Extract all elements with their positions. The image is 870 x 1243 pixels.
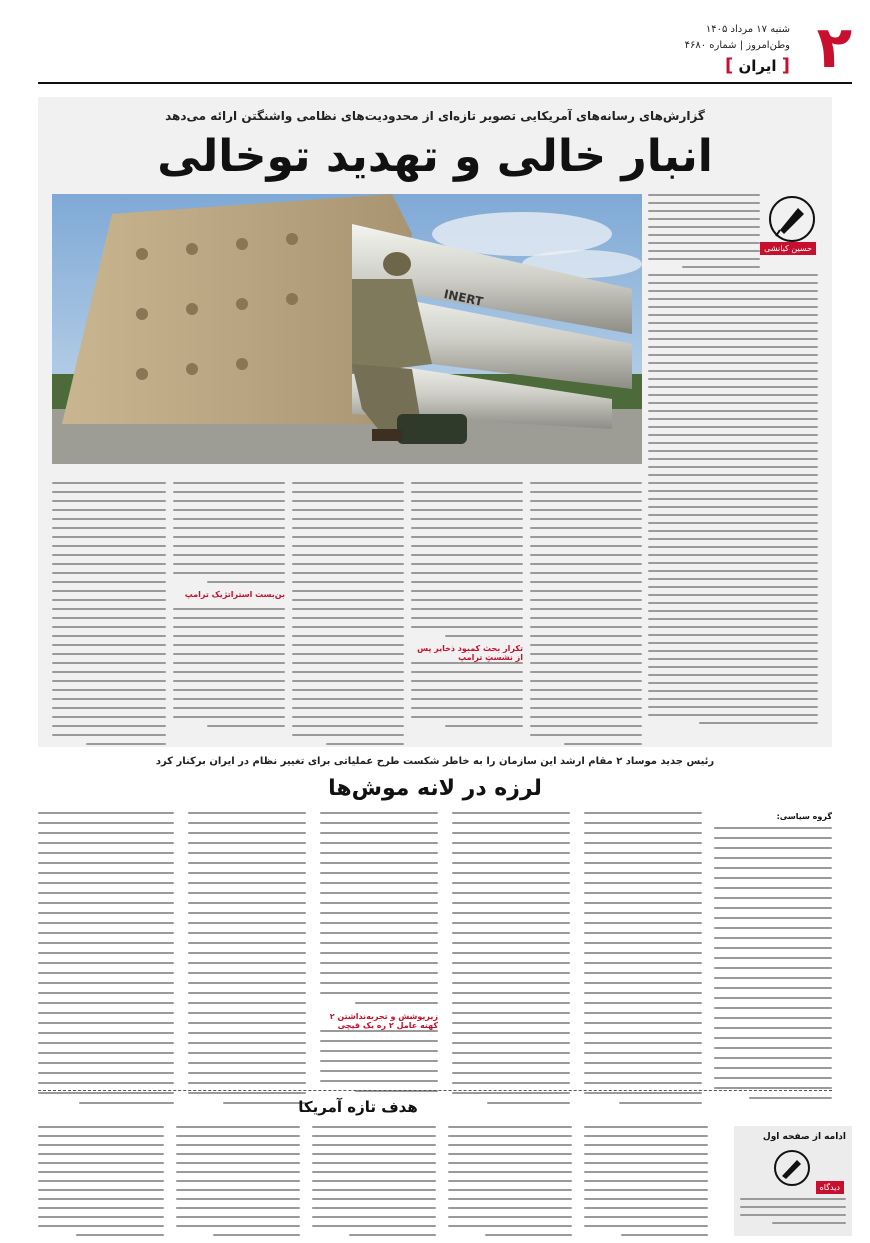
- feature-column-4: [173, 482, 285, 734]
- second-article-headline: لرزه در لانه موش‌ها: [328, 776, 542, 801]
- feature-body-columns: [52, 482, 642, 734]
- third-article-headline: هدف تازه آمریکا: [298, 1098, 418, 1116]
- second-article-column-2: [584, 812, 702, 1084]
- third-article-column-3: [312, 1126, 436, 1236]
- pen-nib-icon: [766, 194, 818, 244]
- second-article-subhead: زیرپوشش و تجربه‌نداشتن ۲ کهنه عامل ۲ ره یک قیچی: [329, 1012, 438, 1030]
- opinion-badge: دیدگاه: [816, 1181, 844, 1194]
- feature-kicker: گزارش‌های رسانه‌های آمریکایی تصویر تازه‌ای از محدودیت‌های نظامی واشنگتن ارائه می‌دهد: [165, 109, 705, 123]
- section-divider: [38, 1090, 832, 1091]
- author-column: [648, 194, 818, 734]
- second-article-column-3: [452, 812, 570, 1084]
- second-article-column-6: [38, 812, 174, 1084]
- issue-number: وطن‌امروز | شماره ۴۶۸۰: [684, 40, 790, 51]
- pen-nib-icon-small: [772, 1148, 812, 1188]
- feature-subhead-1: تکرار بحث کمبود ذخایر پس از نشستِ ترامپ: [417, 644, 523, 662]
- section-label: ایران: [738, 57, 777, 75]
- feature-column-2: [411, 482, 523, 734]
- third-article-author-text: [740, 1198, 846, 1230]
- second-article-kicker: رئیس جدید موساد ۲ مقام ارشد این سازمان را به خاطر شکست طرح عملیاتی برای تغییر نظام در ایران برکنار کرد: [155, 756, 715, 767]
- masthead-rule: [38, 82, 852, 84]
- third-article-lead: ادامه از صفحه اول: [762, 1132, 846, 1142]
- third-article-column-5: [38, 1126, 164, 1236]
- section-bracket-close: ]: [725, 55, 734, 76]
- feature-column-1: [530, 482, 642, 734]
- feature-column-3: [292, 482, 404, 734]
- section-bracket-open: [: [781, 55, 790, 76]
- third-article-body: [38, 1126, 708, 1236]
- feature-headline: انبار خالی و تهدید توخالی: [157, 131, 713, 182]
- author-column-text-top: [648, 194, 760, 274]
- second-article-lead-label: گروه سیاسی:: [776, 812, 832, 821]
- third-article-column-1: [584, 1126, 708, 1236]
- third-article-author-box: [734, 1126, 852, 1236]
- third-article-column-4: [176, 1126, 300, 1236]
- feature-article: [38, 97, 832, 747]
- missile-launcher-illustration: [52, 194, 642, 464]
- second-article-column-4: [320, 812, 438, 1084]
- feature-subhead-2: بن‌بست استراتژیک ترامپ: [184, 590, 285, 599]
- third-article-column-2: [448, 1126, 572, 1236]
- second-article-column-1: [714, 812, 832, 1084]
- section-title: [725, 55, 790, 76]
- tube-marking: INERT: [442, 287, 485, 309]
- masthead: [0, 0, 870, 88]
- feature-photo: [52, 194, 642, 464]
- issue-date: شنبه ۱۷ مرداد ۱۴۰۵: [705, 24, 790, 35]
- second-article-column-5: [188, 812, 306, 1084]
- second-article-body: [38, 812, 832, 1084]
- author-column-text-body: [648, 274, 818, 730]
- feature-column-5: [52, 482, 166, 734]
- page-number: ۲: [816, 13, 852, 81]
- author-name: حسین کیانشی: [760, 242, 816, 255]
